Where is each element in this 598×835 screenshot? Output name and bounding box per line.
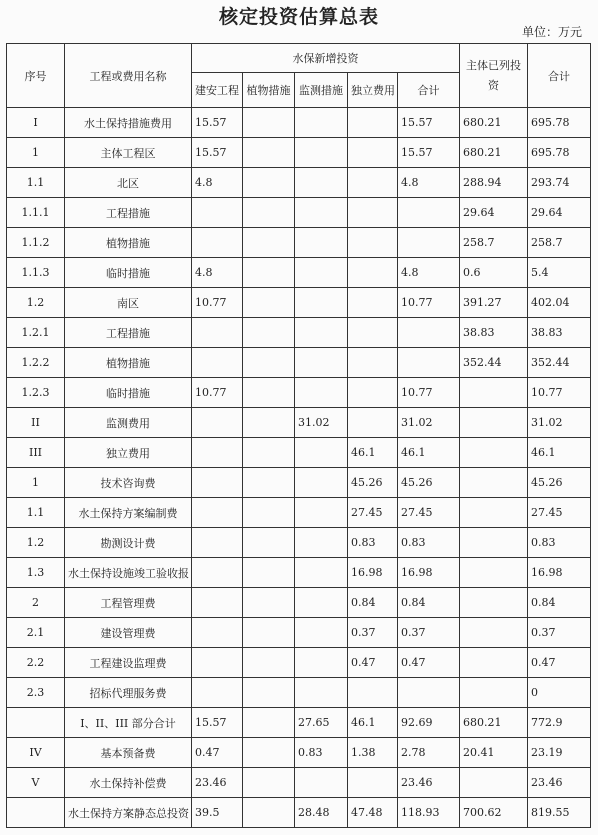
header-row-1 [7,44,591,73]
total-cell: 0.47 [528,648,591,678]
construction-cell: 4.8 [192,168,243,198]
seq-cell: 1.2 [7,288,65,318]
seq-cell: 1.1 [7,498,65,528]
seq-cell: 1.2 [7,528,65,558]
subtotal-cell: 4.8 [398,258,460,288]
plant-cell [243,228,295,258]
unit-label: 单位：万元 [521,25,582,39]
subtotal-cell: 4.8 [398,168,460,198]
name-cell: 工程管理费 [65,588,192,618]
seq-cell: 2.1 [7,618,65,648]
total-cell: 352.44 [528,348,591,378]
construction-cell: 10.77 [192,288,243,318]
table-body [7,44,591,828]
independent-cell: 45.26 [348,468,398,498]
plant-cell [243,528,295,558]
plant-cell [243,558,295,588]
construction-cell [192,558,243,588]
table-row [7,348,591,378]
subtotal-cell: 45.26 [398,468,460,498]
total-cell: 5.4 [528,258,591,288]
name-cell: 工程措施 [65,318,192,348]
subtotal-cell: 0.37 [398,618,460,648]
total-cell: 45.26 [528,468,591,498]
main-listed-cell [460,528,528,558]
construction-cell [192,228,243,258]
plant-cell [243,648,295,678]
plant-cell [243,378,295,408]
name-cell: 技术咨询费 [65,468,192,498]
name-cell: 工程建设监理费 [65,648,192,678]
table-row [7,228,591,258]
main-listed-cell [460,588,528,618]
main-listed-cell [460,618,528,648]
monitoring-cell [295,438,348,468]
table-row [7,108,591,138]
monitoring-cell [295,498,348,528]
main-listed-cell [460,408,528,438]
subtotal-cell [398,678,460,708]
construction-cell [192,468,243,498]
total-cell: 31.02 [528,408,591,438]
main-listed-cell: 29.64 [460,198,528,228]
subtotal-cell: 2.78 [398,738,460,768]
name-cell: 临时措施 [65,378,192,408]
monitoring-cell: 27.65 [295,708,348,738]
plant-cell [243,678,295,708]
monitoring-cell: 28.48 [295,798,348,828]
monitoring-cell [295,288,348,318]
monitoring-cell [295,618,348,648]
total-cell: 695.78 [528,108,591,138]
total-cell: 0.84 [528,588,591,618]
total-cell: 0.83 [528,528,591,558]
total-cell: 29.64 [528,198,591,228]
monitoring-cell [295,648,348,678]
construction-cell [192,198,243,228]
main-listed-cell: 288.94 [460,168,528,198]
plant-cell [243,498,295,528]
subtotal-cell [398,198,460,228]
main-listed-cell: 680.21 [460,138,528,168]
construction-cell [192,678,243,708]
subtotal-cell [398,348,460,378]
table-row [7,378,591,408]
seq-cell: 1.3 [7,558,65,588]
independent-cell [348,228,398,258]
monitoring-cell [295,258,348,288]
construction-cell: 15.57 [192,708,243,738]
seq-cell: 1.2.3 [7,378,65,408]
plant-cell [243,618,295,648]
header-sub-3: 监测措施 [295,73,348,108]
subtotal-cell: 31.02 [398,408,460,438]
independent-cell: 0.83 [348,528,398,558]
main-listed-cell [460,558,528,588]
main-listed-cell: 258.7 [460,228,528,258]
name-cell: 水土保持设施竣工验收报 [65,558,192,588]
independent-cell [348,168,398,198]
table-row [7,708,591,738]
construction-cell: 23.46 [192,768,243,798]
total-cell: 23.19 [528,738,591,768]
independent-cell: 27.45 [348,498,398,528]
header-seq: 序号 [7,44,65,108]
name-cell: 植物措施 [65,348,192,378]
monitoring-cell [295,168,348,198]
table-row [7,138,591,168]
table-row [7,198,591,228]
independent-cell [348,348,398,378]
seq-cell: II [7,408,65,438]
construction-cell [192,348,243,378]
header-sub-1: 建安工程 [192,73,243,108]
subtotal-cell: 10.77 [398,378,460,408]
seq-cell: 1.2.2 [7,348,65,378]
name-cell: 招标代理服务费 [65,678,192,708]
construction-cell: 39.5 [192,798,243,828]
name-cell: 水土保持补偿费 [65,768,192,798]
header-main-listed: 主体已列投资 [460,44,528,108]
construction-cell [192,588,243,618]
total-cell: 10.77 [528,378,591,408]
table-row [7,768,591,798]
header-total: 合计 [528,44,591,108]
main-listed-cell [460,468,528,498]
main-listed-cell [460,498,528,528]
seq-cell: 1 [7,138,65,168]
table-row [7,738,591,768]
monitoring-cell [295,228,348,258]
construction-cell: 10.77 [192,378,243,408]
construction-cell: 15.57 [192,108,243,138]
independent-cell [348,678,398,708]
monitoring-cell [295,378,348,408]
construction-cell [192,498,243,528]
monitoring-cell: 0.83 [295,738,348,768]
monitoring-cell [295,318,348,348]
monitoring-cell [295,198,348,228]
investment-table [6,43,591,828]
main-listed-cell [460,438,528,468]
seq-cell: 1.2.1 [7,318,65,348]
plant-cell [243,408,295,438]
construction-cell: 4.8 [192,258,243,288]
table-row [7,558,591,588]
main-listed-cell [460,648,528,678]
plant-cell [243,108,295,138]
plant-cell [243,168,295,198]
construction-cell [192,528,243,558]
seq-cell: IV [7,738,65,768]
independent-cell: 46.1 [348,438,398,468]
table-row [7,678,591,708]
total-cell: 772.9 [528,708,591,738]
table-row [7,288,591,318]
total-cell: 0.37 [528,618,591,648]
plant-cell [243,738,295,768]
total-cell: 38.83 [528,318,591,348]
construction-cell [192,648,243,678]
plant-cell [243,198,295,228]
subtotal-cell: 15.57 [398,138,460,168]
seq-cell: 2.2 [7,648,65,678]
header-group: 水保新增投资 [192,44,460,73]
plant-cell [243,588,295,618]
table-row [7,648,591,678]
name-cell: 水土保持方案静态总投资 [65,798,192,828]
seq-cell: V [7,768,65,798]
plant-cell [243,768,295,798]
independent-cell: 0.84 [348,588,398,618]
seq-cell: 2 [7,588,65,618]
main-listed-cell [460,768,528,798]
main-listed-cell: 20.41 [460,738,528,768]
subtotal-cell: 15.57 [398,108,460,138]
subtotal-cell: 0.84 [398,588,460,618]
main-listed-cell: 680.21 [460,108,528,138]
seq-cell: 2.3 [7,678,65,708]
plant-cell [243,468,295,498]
name-cell: 水土保持措施费用 [65,108,192,138]
total-cell: 695.78 [528,138,591,168]
monitoring-cell: 31.02 [295,408,348,438]
subtotal-cell: 10.77 [398,288,460,318]
table-row [7,258,591,288]
name-cell: 建设管理费 [65,618,192,648]
independent-cell [348,318,398,348]
independent-cell: 16.98 [348,558,398,588]
plant-cell [243,318,295,348]
main-listed-cell: 352.44 [460,348,528,378]
plant-cell [243,798,295,828]
independent-cell [348,288,398,318]
name-cell: 植物措施 [65,228,192,258]
table-row [7,588,591,618]
table-row [7,498,591,528]
main-listed-cell: 680.21 [460,708,528,738]
total-cell: 0 [528,678,591,708]
construction-cell [192,408,243,438]
construction-cell: 0.47 [192,738,243,768]
seq-cell [7,708,65,738]
main-listed-cell: 38.83 [460,318,528,348]
table-row [7,798,591,828]
table-row [7,438,591,468]
total-cell: 819.55 [528,798,591,828]
construction-cell [192,438,243,468]
seq-cell: 1.1.2 [7,228,65,258]
seq-cell: III [7,438,65,468]
independent-cell: 46.1 [348,708,398,738]
main-listed-cell: 0.6 [460,258,528,288]
name-cell: 水土保持方案编制费 [65,498,192,528]
main-listed-cell: 700.62 [460,798,528,828]
main-listed-cell: 391.27 [460,288,528,318]
seq-cell: 1.1.3 [7,258,65,288]
plant-cell [243,708,295,738]
monitoring-cell [295,558,348,588]
construction-cell [192,618,243,648]
independent-cell [348,138,398,168]
monitoring-cell [295,108,348,138]
subtotal-cell: 92.69 [398,708,460,738]
independent-cell [348,108,398,138]
independent-cell [348,258,398,288]
subtotal-cell: 118.93 [398,798,460,828]
name-cell: 监测费用 [65,408,192,438]
seq-cell: 1 [7,468,65,498]
table-row [7,168,591,198]
subtotal-cell [398,318,460,348]
independent-cell: 0.47 [348,648,398,678]
name-cell: 主体工程区 [65,138,192,168]
name-cell: 北区 [65,168,192,198]
independent-cell: 47.48 [348,798,398,828]
name-cell: I、II、III 部分合计 [65,708,192,738]
total-cell: 293.74 [528,168,591,198]
monitoring-cell [295,138,348,168]
total-cell: 23.46 [528,768,591,798]
subtotal-cell: 0.83 [398,528,460,558]
independent-cell [348,768,398,798]
name-cell: 勘测设计费 [65,528,192,558]
monitoring-cell [295,348,348,378]
header-sub-5: 合计 [398,73,460,108]
independent-cell [348,378,398,408]
subtotal-cell: 23.46 [398,768,460,798]
monitoring-cell [295,468,348,498]
construction-cell [192,318,243,348]
total-cell: 402.04 [528,288,591,318]
independent-cell: 0.37 [348,618,398,648]
main-listed-cell [460,678,528,708]
monitoring-cell [295,768,348,798]
table-row [7,318,591,348]
plant-cell [243,348,295,378]
plant-cell [243,288,295,318]
subtotal-cell: 46.1 [398,438,460,468]
seq-cell [7,798,65,828]
subtotal-cell [398,228,460,258]
page-title: 核定投资估算总表 [218,6,379,28]
total-cell: 258.7 [528,228,591,258]
main-listed-cell [460,378,528,408]
monitoring-cell [295,588,348,618]
table-row [7,618,591,648]
independent-cell [348,198,398,228]
total-cell: 16.98 [528,558,591,588]
name-cell: 基本预备费 [65,738,192,768]
name-cell: 独立费用 [65,438,192,468]
header-name: 工程或费用名称 [65,44,192,108]
seq-cell: 1.1 [7,168,65,198]
subtotal-cell: 16.98 [398,558,460,588]
construction-cell: 15.57 [192,138,243,168]
name-cell: 临时措施 [65,258,192,288]
independent-cell: 1.38 [348,738,398,768]
subtotal-cell: 27.45 [398,498,460,528]
monitoring-cell [295,528,348,558]
seq-cell: 1.1.1 [7,198,65,228]
table-row [7,528,591,558]
table-row [7,468,591,498]
plant-cell [243,438,295,468]
plant-cell [243,138,295,168]
header-sub-2: 植物措施 [243,73,295,108]
table-row [7,408,591,438]
plant-cell [243,258,295,288]
monitoring-cell [295,678,348,708]
independent-cell [348,408,398,438]
name-cell: 南区 [65,288,192,318]
header-sub-4: 独立费用 [348,73,398,108]
name-cell: 工程措施 [65,198,192,228]
total-cell: 27.45 [528,498,591,528]
seq-cell: I [7,108,65,138]
subtotal-cell: 0.47 [398,648,460,678]
total-cell: 46.1 [528,438,591,468]
